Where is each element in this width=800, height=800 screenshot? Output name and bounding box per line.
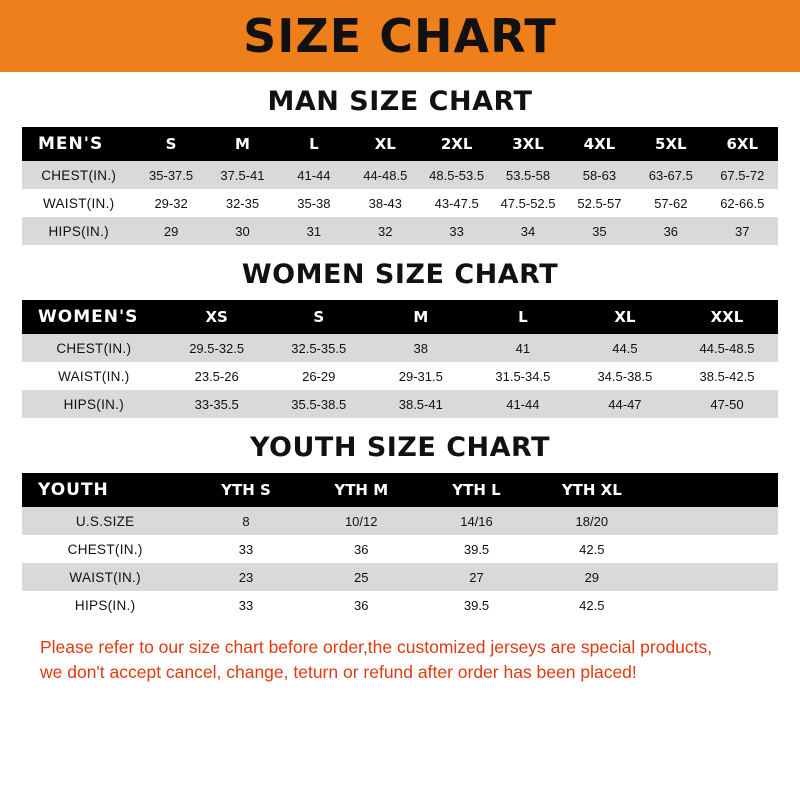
banner-left-block [0, 0, 30, 72]
table-man-head [22, 127, 778, 161]
cell: 62-66.5 [720, 195, 765, 211]
section-title-women: WOMEN SIZE CHART [241, 259, 559, 290]
section-man [22, 86, 778, 245]
table-row [22, 362, 778, 390]
policy-note-line-2: we don't accept cancel, change, teturn or refund after order has been placed! [40, 662, 637, 683]
cell: 14/16 [460, 513, 493, 529]
table-header-row [22, 127, 778, 161]
cell: 44-48.5 [363, 167, 408, 183]
cell: 67.5-72 [720, 167, 765, 183]
cell: 38 [413, 340, 429, 356]
col-header-xl: XL [374, 135, 396, 153]
cell: 41-44 [297, 167, 331, 183]
cell: 44.5 [612, 340, 638, 356]
col-header-empty [649, 473, 778, 507]
cell: 30 [235, 223, 250, 239]
cell [649, 591, 778, 619]
col-header-l: L [518, 308, 528, 326]
cell: 18/20 [575, 513, 609, 529]
cell: 42.5 [579, 597, 605, 613]
col-header-xs: XS [205, 308, 228, 326]
banner-right-block [770, 0, 800, 72]
col-header-xxl: XXL [710, 308, 744, 326]
cell: 31.5-34.5 [495, 368, 551, 384]
row-label-us-size: U.S.SIZE [75, 513, 135, 529]
table-row [22, 535, 778, 563]
cell [649, 535, 778, 563]
cell: 53.5-58 [505, 167, 551, 183]
cell: 39.5 [463, 541, 490, 557]
cell: 27 [469, 569, 484, 585]
section-title-youth: YOUTH SIZE CHART [249, 432, 551, 463]
cell: 42.5 [579, 541, 605, 557]
cell: 47.5-52.5 [500, 195, 556, 211]
col-header-4xl: 4XL [583, 135, 616, 153]
table-row [22, 591, 778, 619]
col-header-youth: YOUTH [38, 480, 109, 500]
cell: 35-37.5 [149, 167, 194, 183]
table-man-size [22, 127, 778, 245]
section-youth [22, 432, 778, 619]
cell: 26-29 [302, 368, 336, 384]
cell: 47-50 [710, 396, 744, 412]
cell: 29-31.5 [398, 368, 443, 384]
banner-center-block [30, 0, 770, 72]
cell: 52.5-57 [577, 195, 622, 211]
cell: 34.5-38.5 [597, 368, 653, 384]
row-label-hips: HIPS(IN.) [74, 597, 136, 613]
cell: 38.5-42.5 [699, 368, 755, 384]
col-header-6xl: 6XL [726, 135, 759, 153]
cell: 29.5-32.5 [189, 340, 245, 356]
cell: 36 [663, 223, 679, 239]
col-header-yth-l: YTH L [452, 481, 501, 499]
cell: 10/12 [344, 513, 378, 529]
cell: 35-38 [297, 195, 331, 211]
cell: 63-67.5 [648, 167, 693, 183]
chart-content [0, 86, 800, 686]
table-row [22, 507, 778, 535]
table-women-size [22, 300, 778, 418]
cell: 48.5-53.5 [429, 167, 485, 183]
col-header-l: L [309, 135, 319, 153]
section-women [22, 259, 778, 418]
table-row [22, 390, 778, 418]
col-header-s: S [313, 308, 325, 326]
table-row [22, 189, 778, 217]
cell: 44.5-48.5 [699, 340, 755, 356]
cell: 35 [592, 223, 607, 239]
row-label-chest: CHEST(IN.) [67, 541, 143, 557]
cell: 43-47.5 [434, 195, 479, 211]
row-label-hips: HIPS(IN.) [63, 396, 125, 412]
cell: 29 [584, 569, 600, 585]
cell: 25 [354, 569, 369, 585]
table-row [22, 161, 778, 189]
cell: 33 [238, 541, 254, 557]
row-label-hips: HIPS(IN.) [48, 223, 109, 239]
table-header-row [22, 300, 778, 334]
table-header-row [22, 473, 778, 507]
table-women-head [22, 300, 778, 334]
cell: 36 [354, 541, 369, 557]
cell: 39.5 [463, 597, 490, 613]
cell: 57-62 [654, 195, 688, 211]
table-row [22, 334, 778, 362]
cell: 38-43 [368, 195, 402, 211]
page-title: SIZE CHART [243, 9, 557, 63]
cell: 34 [520, 223, 536, 239]
cell: 33 [238, 597, 254, 613]
cell: 41-44 [506, 396, 540, 412]
col-header-womens: WOMEN'S [38, 307, 139, 327]
cell: 36 [354, 597, 369, 613]
cell: 32.5-35.5 [291, 340, 347, 356]
cell: 35.5-38.5 [291, 396, 347, 412]
header-banner [0, 0, 800, 72]
col-header-2xl: 2XL [440, 135, 473, 153]
cell: 32-35 [225, 195, 260, 211]
cell: 37 [735, 223, 750, 239]
table-youth-head [22, 473, 778, 507]
row-label-chest: CHEST(IN.) [41, 167, 117, 183]
col-header-m: M [235, 135, 250, 153]
policy-note [22, 635, 778, 686]
col-header-s: S [165, 135, 177, 153]
cell: 29 [163, 223, 179, 239]
cell: 23 [238, 569, 254, 585]
row-label-waist: WAIST(IN.) [42, 195, 115, 211]
row-label-waist: WAIST(IN.) [58, 368, 130, 384]
row-label-waist: WAIST(IN.) [69, 569, 141, 585]
section-title-man: MAN SIZE CHART [267, 86, 533, 117]
table-row [22, 217, 778, 245]
cell: 41 [515, 340, 531, 356]
table-row [22, 563, 778, 591]
col-header-mens: MEN'S [38, 134, 104, 154]
col-header-yth-s: YTH S [221, 481, 271, 499]
table-man-body [22, 161, 778, 245]
cell: 31 [306, 223, 322, 239]
cell: 32 [378, 223, 393, 239]
col-header-xl: XL [614, 308, 636, 326]
cell: 44-47 [608, 396, 642, 412]
cell: 8 [242, 513, 250, 529]
cell [649, 563, 778, 591]
col-header-yth-m: YTH M [334, 481, 389, 499]
table-youth-body [22, 507, 778, 619]
col-header-m: M [413, 308, 429, 326]
cell: 37.5-41 [220, 167, 265, 183]
cell: 29-32 [154, 195, 188, 211]
cell: 33 [449, 223, 464, 239]
table-youth-size [22, 473, 778, 619]
row-label-chest: CHEST(IN.) [56, 340, 132, 356]
col-header-3xl: 3XL [512, 135, 544, 153]
policy-note-line-1: Please refer to our size chart before order,the customized jerseys are special products, [40, 637, 713, 657]
cell: 23.5-26 [194, 368, 239, 384]
cell [649, 507, 778, 535]
col-header-yth-xl: YTH XL [561, 481, 622, 499]
cell: 33-35.5 [194, 396, 239, 412]
col-header-5xl: 5XL [655, 135, 687, 153]
cell: 58-63 [582, 167, 617, 183]
cell: 38.5-41 [398, 396, 443, 412]
table-women-body [22, 334, 778, 418]
